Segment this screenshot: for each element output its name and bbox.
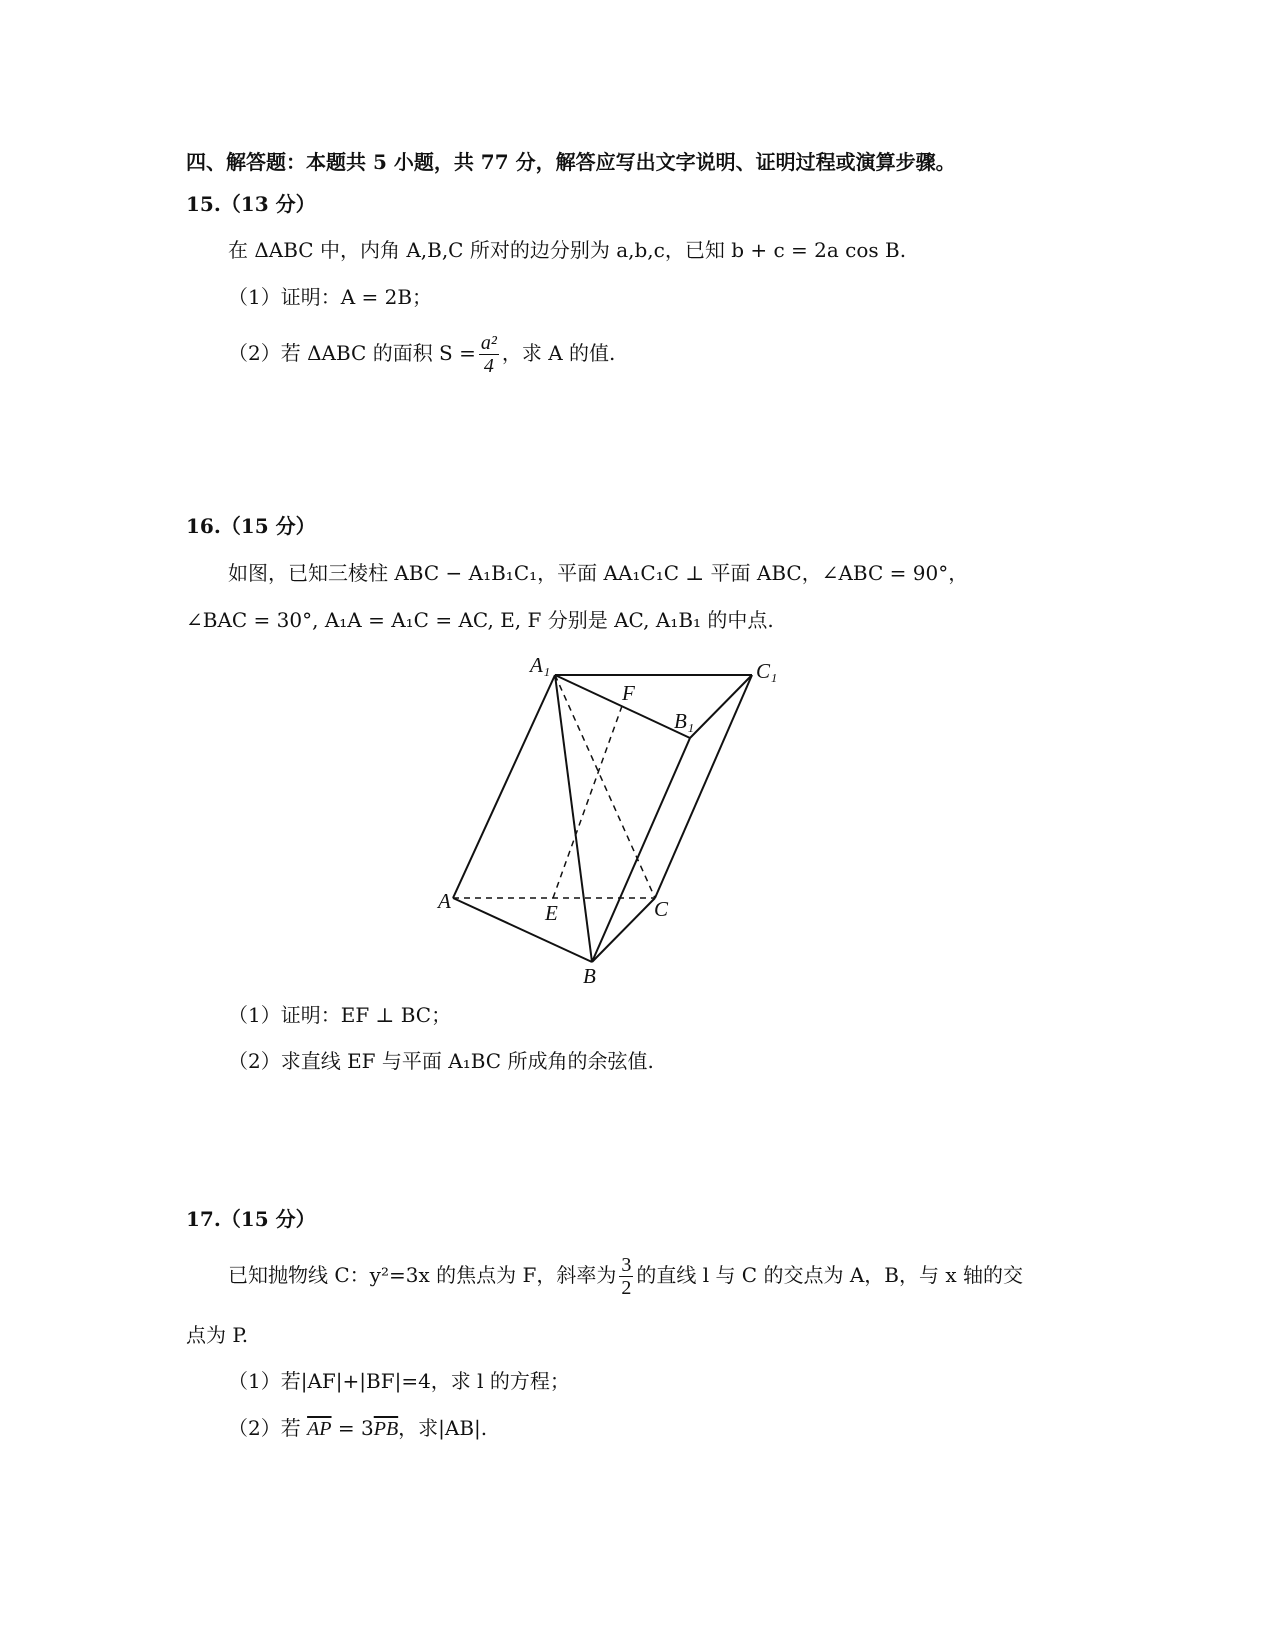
- vector-pb: $\overline{PB}$: [373, 1418, 399, 1440]
- q17-part2: [228, 1418, 487, 1439]
- fraction-denominator: 4: [483, 355, 494, 377]
- label-b1: B₁: [674, 709, 695, 733]
- q15-part1: （1）证明：A = 2B；: [228, 285, 433, 309]
- q17-stem-line2: 点为 P.: [186, 1323, 249, 1347]
- q17-part2-pre: （2）若: [228, 1416, 301, 1440]
- q16-part1: （1）证明：EF ⊥ BC；: [228, 1003, 452, 1027]
- edge-ab: [453, 898, 592, 962]
- q15-part2-post: ，求 A 的值.: [501, 341, 616, 365]
- label-b: B: [583, 964, 596, 988]
- q16-stem-line1: 如图，已知三棱柱 ABC − A₁B₁C₁，平面 AA₁C₁C ⊥ 平面 ABC，∠ABC = 90°，: [228, 561, 969, 585]
- edge-a1a: [453, 675, 555, 898]
- label-e: E: [545, 901, 558, 925]
- edge-b1c1: [690, 675, 752, 738]
- slope-denominator: 2: [621, 1277, 632, 1299]
- label-c: C: [654, 897, 669, 921]
- q16-title: 16.（15 分）: [186, 514, 316, 538]
- vector-ap: $\overline{AP}$: [307, 1418, 332, 1440]
- section-header: 四、解答题：本题共 5 小题，共 77 分，解答应写出文字说明、证明过程或演算步骤。: [186, 150, 956, 174]
- label-f: F: [622, 681, 635, 705]
- q17-part2-mid: = 3: [337, 1416, 374, 1440]
- label-c1: C₁: [756, 659, 778, 683]
- fraction-numerator: a²: [480, 332, 497, 354]
- q17-stem-post: 的直线 l 与 C 的交点为 A，B，与 x 轴的交: [636, 1263, 1023, 1287]
- q17-title: 17.（15 分）: [186, 1207, 316, 1231]
- q17-part2-post: ，求|AB|.: [398, 1416, 488, 1440]
- label-a: A: [438, 889, 451, 913]
- slope-fraction: [619, 1254, 633, 1299]
- q15-title: 15.（13 分）: [186, 192, 316, 216]
- slope-numerator: 3: [621, 1254, 632, 1276]
- q15-stem: 在 ΔABC 中，内角 A,B,C 所对的边分别为 a,b,c，已知 b + c = 2a cos B.: [228, 238, 907, 262]
- q16-stem-line2: ∠BAC = 30°, A₁A = A₁C = AC, E, F 分别是 AC, A₁B₁ 的中点.: [186, 608, 774, 632]
- q17-stem-pre: 已知抛物线 C：y²=3x 的焦点为 F，斜率为: [228, 1263, 617, 1287]
- q17-stem-line1: [228, 1254, 1023, 1299]
- q17-part1: （1）若|AF|+|BF|=4，求 l 的方程；: [228, 1369, 570, 1393]
- q15-part2-pre: （2）若 ΔABC 的面积 S =: [228, 341, 476, 365]
- q16-part2: （2）求直线 EF 与平面 A₁BC 所成角的余弦值.: [228, 1049, 654, 1073]
- label-a1: A₁: [530, 653, 551, 677]
- edge-bc: [592, 898, 655, 962]
